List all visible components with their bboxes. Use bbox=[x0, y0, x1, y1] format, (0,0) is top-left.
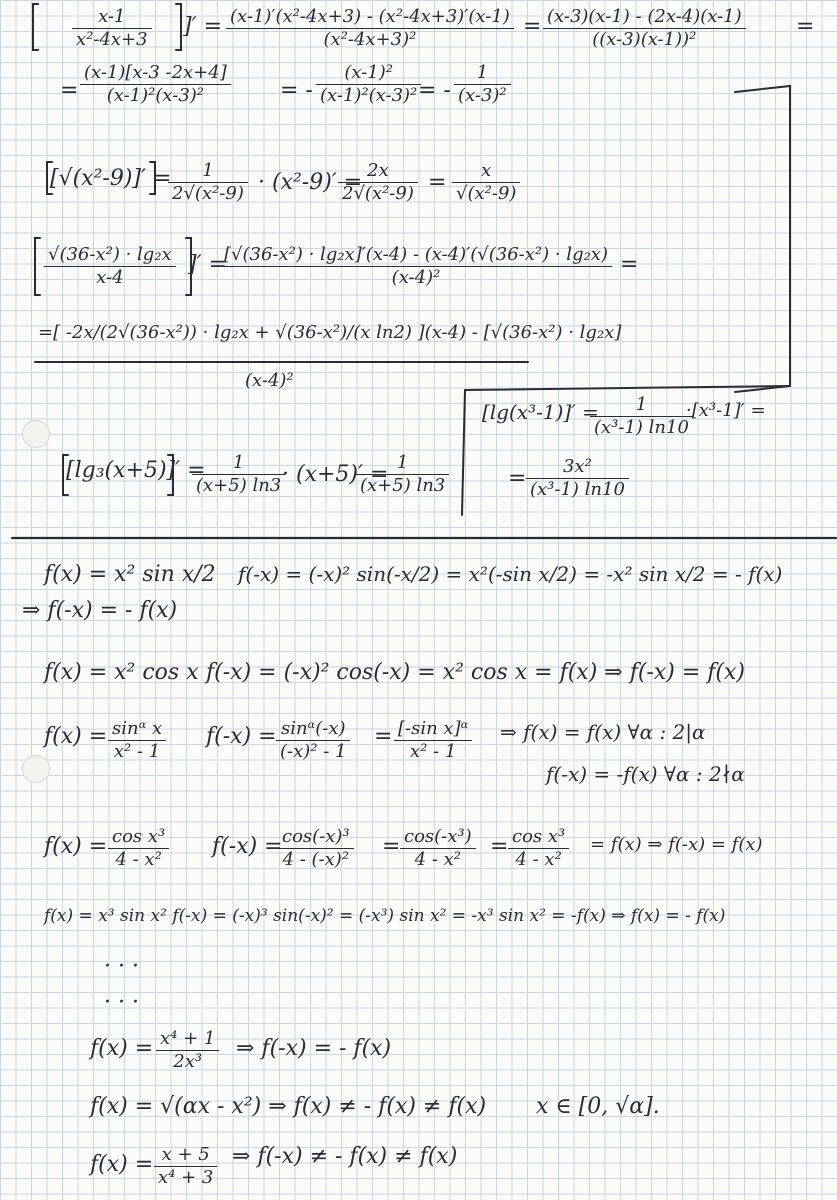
p3-fraction-3 bbox=[394, 718, 472, 763]
d1-lhs-close: ]′ = bbox=[183, 14, 223, 39]
p6-fraction bbox=[156, 1028, 219, 1073]
p3-num2: sinᵅ(-x) bbox=[276, 718, 350, 741]
p3-lhs: f(x) = bbox=[44, 724, 108, 749]
p4-num: cos x³ bbox=[108, 826, 169, 849]
p8-den: x⁴ + 3 bbox=[158, 1167, 214, 1188]
p4-lhs: f(x) = bbox=[44, 834, 108, 859]
p4-num2: cos(-x)³ bbox=[278, 826, 354, 849]
d1-r1-den: (x²-4x+3)² bbox=[323, 29, 417, 50]
d1-mid-sign: = - bbox=[280, 78, 313, 103]
p7-line: f(x) = √(αx - x²) ⇒ f(x) ≠ - f(x) ≠ f(x) bbox=[90, 1094, 487, 1119]
p4-den3: 4 - x² bbox=[414, 849, 461, 870]
d5-b-num: 3x² bbox=[526, 456, 629, 479]
p3-fraction-2 bbox=[276, 718, 350, 763]
p3-den3: x² - 1 bbox=[409, 741, 457, 762]
d3-r1-den: (x-4)² bbox=[391, 267, 441, 288]
p3-num: sinᵅ x bbox=[108, 718, 166, 741]
p3-den: x² - 1 bbox=[113, 741, 161, 762]
p4-num4: cos x³ bbox=[508, 826, 569, 849]
p1-def: f(x) = x² sin x/2 bbox=[44, 562, 216, 587]
d2-b-num: 2x bbox=[338, 160, 418, 183]
d1-r5-fraction bbox=[454, 62, 511, 107]
d3-lhs-close: ]′ = bbox=[188, 252, 228, 277]
d4-b-num: 1 bbox=[356, 452, 449, 475]
p6-num: x⁴ + 1 bbox=[156, 1028, 219, 1051]
p6-lhs: f(x) = bbox=[90, 1036, 154, 1061]
d1-r5-num: 1 bbox=[454, 62, 511, 85]
p3-mid: f(-x) = bbox=[206, 724, 277, 749]
d1-r1-fraction bbox=[226, 6, 514, 51]
p4-fraction-4 bbox=[508, 826, 569, 871]
p4-eq1: = bbox=[382, 834, 401, 859]
d1-eq1: = bbox=[523, 14, 542, 39]
p3-num3: [-sin x]ᵅ bbox=[394, 718, 472, 741]
d1-r4-fraction bbox=[316, 62, 421, 107]
p8-tail: ⇒ f(-x) ≠ - f(x) ≠ f(x) bbox=[232, 1144, 458, 1169]
p6-tail: ⇒ f(-x) = - f(x) bbox=[236, 1036, 392, 1061]
d5-tail: ·[x³-1]′ = bbox=[686, 400, 766, 421]
bracket-left-1 bbox=[33, 4, 38, 50]
d5-b-fraction bbox=[526, 456, 629, 501]
p3-den2: (-x)² - 1 bbox=[280, 741, 347, 762]
d5-a-num: 1 bbox=[590, 394, 693, 417]
d2-eq: = bbox=[428, 170, 447, 195]
d2-a-den: 2√(x²-9) bbox=[172, 183, 244, 204]
d3-r1-fraction bbox=[220, 244, 612, 289]
p4-fraction-2 bbox=[278, 826, 354, 871]
d3-lhs-den: x-4 bbox=[96, 267, 124, 288]
d1-r3-den: (x-1)²(x-3)² bbox=[106, 85, 205, 106]
punch-hole-2 bbox=[22, 755, 50, 783]
p6-den: 2x³ bbox=[173, 1051, 203, 1072]
d1-r1-num: (x-1)′(x²-4x+3) - (x²-4x+3)′(x-1) bbox=[226, 6, 514, 29]
p3-result-even: ⇒ f(x) = f(x) ∀α : 2|α bbox=[500, 720, 706, 744]
d2-lhs: [√(x²-9)]′ = bbox=[50, 166, 172, 191]
p3-result-odd: f(-x) = -f(x) ∀α : 2∤α bbox=[546, 762, 745, 786]
d1-lhs-num: x-1 bbox=[72, 6, 152, 29]
d3-eq-tail: = bbox=[620, 252, 639, 277]
dots-1: · · · bbox=[104, 954, 139, 979]
p4-den4: 4 - x² bbox=[515, 849, 562, 870]
d4-b-fraction bbox=[356, 452, 449, 497]
p3-eq: = bbox=[374, 724, 393, 749]
p4-den2: 4 - (-x)² bbox=[282, 849, 350, 870]
box-left-stroke bbox=[462, 390, 465, 515]
d3-line2: =[ -2x/(2√(36-x²)) · lg₂x + √(36-x²)/(x ln2) ](x-4) - [√(36-x²) · lg₂x] bbox=[38, 322, 622, 343]
d2-c-fraction bbox=[452, 160, 520, 205]
d1-end-sign: = - bbox=[418, 78, 451, 103]
p4-fraction-1 bbox=[108, 826, 169, 871]
d5-b-den: (x³-1) ln10 bbox=[530, 479, 625, 500]
bracket-right-1 bbox=[176, 4, 181, 50]
p8-num: x + 5 bbox=[154, 1144, 217, 1167]
d2-b-fraction bbox=[338, 160, 418, 205]
d1-r2-num: (x-3)(x-1) - (2x-4)(x-1) bbox=[543, 6, 746, 29]
d1-lhs-den: x²-4x+3 bbox=[76, 29, 148, 50]
p8-fraction bbox=[154, 1144, 217, 1189]
punch-hole-1 bbox=[22, 420, 50, 448]
d5-lead: = bbox=[508, 466, 527, 491]
d1-lead: = bbox=[60, 78, 79, 103]
d3-r1-num: [√(36-x²) · lg₂x]′(x-4) - (x-4)′(√(36-x²) · lg₂x) bbox=[220, 244, 612, 267]
p7-domain: x ∈ [0, √α]. bbox=[536, 1094, 660, 1119]
d3-line2-den: (x-4)² bbox=[245, 370, 294, 391]
d4-lhs: [lg₃(x+5)]′ = bbox=[66, 458, 206, 483]
d2-b-den: 2√(x²-9) bbox=[342, 183, 414, 204]
d2-c-num: x bbox=[452, 160, 520, 183]
d1-eq-tail: = bbox=[796, 14, 815, 39]
bracket-left-3 bbox=[35, 238, 40, 295]
p2-eval: f(-x) = (-x)² cos(-x) = x² cos x = f(x) ⇒ f(-x) = f(x) bbox=[206, 660, 745, 685]
d1-r2-den: ((x-3)(x-1))² bbox=[592, 29, 697, 50]
d4-a-den: (x+5) ln3 bbox=[196, 475, 282, 496]
d4-mult: · (x+5)′ = bbox=[282, 462, 389, 487]
p4-mid: f(-x) = bbox=[212, 834, 283, 859]
p5-line: f(x) = x³ sin x² f(-x) = (-x)³ sin(-x)² = (-x³) sin x² = -x³ sin x² = -f(x) ⇒ f(x) = - f(x) bbox=[44, 906, 726, 926]
p1-eval: f(-x) = (-x)² sin(-x/2) = x²(-sin x/2) = -x² sin x/2 = - f(x) bbox=[238, 562, 783, 586]
d4-a-num: 1 bbox=[192, 452, 285, 475]
p8-lhs: f(x) = bbox=[90, 1152, 154, 1177]
d2-a-num: 1 bbox=[168, 160, 248, 183]
d3-lhs-num: √(36-x²) · lg₂x bbox=[44, 244, 176, 267]
dots-2: · · · bbox=[104, 990, 139, 1015]
d5-a-den: (x³-1) ln10 bbox=[594, 417, 689, 438]
d3-lhs-fraction bbox=[44, 244, 176, 289]
d1-r5-den: (x-3)² bbox=[458, 85, 507, 106]
p4-tail: = f(x) ⇒ f(-x) = f(x) bbox=[590, 834, 763, 855]
p2-def: f(x) = x² cos x bbox=[44, 660, 199, 685]
d1-r3-fraction bbox=[80, 62, 231, 107]
d1-r4-den: (x-1)²(x-3)² bbox=[320, 85, 418, 106]
p4-num3: cos(-x³) bbox=[400, 826, 476, 849]
p3-fraction-1 bbox=[108, 718, 166, 763]
d5-lhs: [lg(x³-1)]′ = bbox=[482, 400, 599, 424]
d4-b-den: (x+5) ln3 bbox=[360, 475, 446, 496]
p1-conclusion: ⇒ f(-x) = - f(x) bbox=[22, 598, 178, 623]
d1-lhs-fraction bbox=[72, 6, 152, 51]
d2-c-den: √(x²-9) bbox=[456, 183, 517, 204]
p4-fraction-3 bbox=[400, 826, 476, 871]
d1-r2-fraction bbox=[543, 6, 746, 51]
d1-r4-num: (x-1)² bbox=[316, 62, 421, 85]
d2-a-fraction bbox=[168, 160, 248, 205]
p4-den: 4 - x² bbox=[115, 849, 162, 870]
d4-a-fraction bbox=[192, 452, 285, 497]
right-box-stroke bbox=[735, 86, 790, 392]
d1-r3-num: (x-1)[x-3 -2x+4] bbox=[80, 62, 231, 85]
box-top-stroke bbox=[465, 386, 790, 390]
p4-eq2: = bbox=[490, 834, 509, 859]
d5-a-fraction bbox=[590, 394, 693, 439]
d2-mult: · (x²-9)′ = bbox=[258, 170, 363, 195]
